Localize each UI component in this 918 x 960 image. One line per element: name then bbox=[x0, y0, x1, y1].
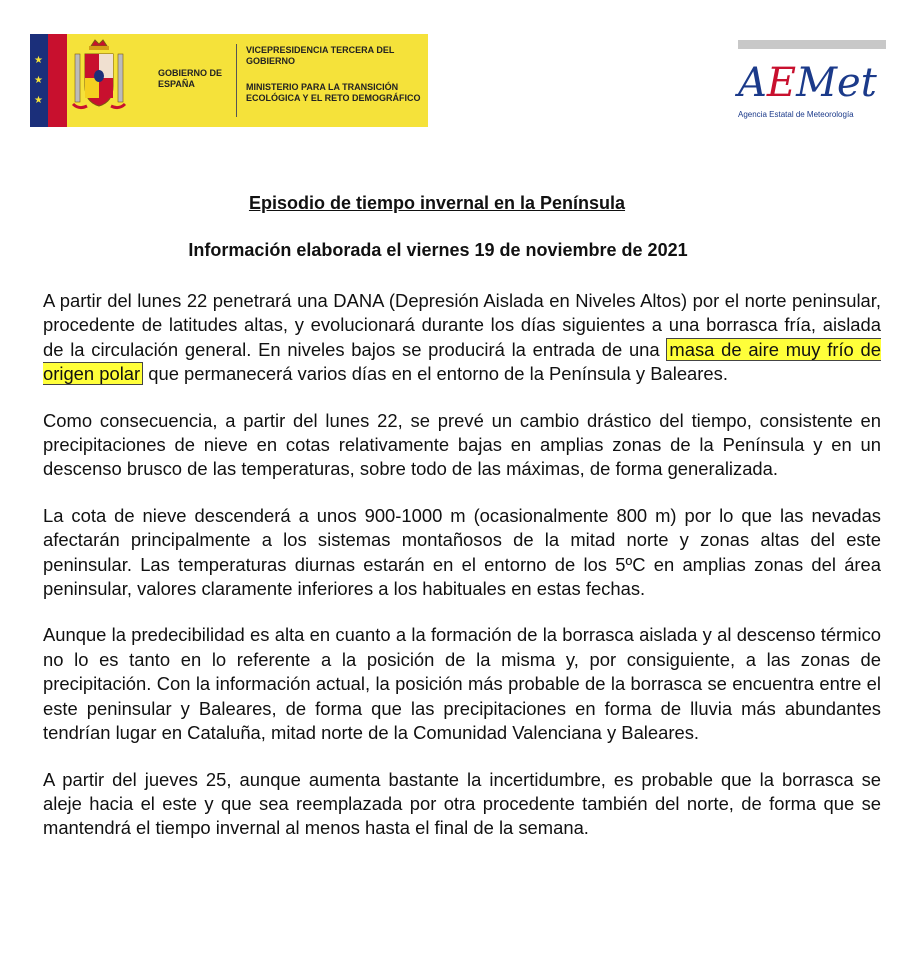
aemet-tagline: Agencia Estatal de Meteorología bbox=[738, 110, 854, 119]
banner-divider bbox=[236, 44, 237, 117]
aemet-logo-word: AEMet bbox=[738, 60, 877, 106]
gobierno-de-espana-label: GOBIERNO DE ESPAÑA bbox=[158, 68, 223, 89]
document-body bbox=[43, 289, 881, 863]
vicepresidencia-label: VICEPRESIDENCIA TERCERA DEL GOBIERNO bbox=[246, 45, 395, 66]
aemet-logo bbox=[738, 60, 878, 124]
paragraph-3: La cota de nieve descenderá a unos 900-1000 m (ocasionalmente 800 m) por lo que las nevadas afectarán principalmente a los sistemas montañosos de la mitad norte y zonas altas del este peninsular. Las temperaturas diurnas estarán en el entorno de los 5ºC en amplias zonas del área peninsular, valores claramente inferiores a los habituales en estas fechas. bbox=[43, 504, 881, 600]
star-icon: ★ bbox=[34, 95, 43, 106]
paragraph-2: Como consecuencia, a partir del lunes 22, se prevé un cambio drástico del tiempo, consistente en precipitaciones de nieve en cotas relativamente bajas en amplias zonas de la Península y en un descenso brusco de las temperaturas, sobre todo de las máximas, de forma generalizada. bbox=[43, 409, 881, 480]
paragraph-4: Aunque la predecibilidad es alta en cuanto a la formación de la borrasca aislada y al descenso térmico no lo es tanto en lo referente a la posición de la misma y, por consiguiente, a las zonas de precipitación. Con la información actual, la posición más probable de la borrasca se encuentra entre el este peninsular y Baleares, de forma que las precipitaciones en forma de lluvia más abundantes tendrían lugar en Cataluña, mitad norte de la Comunidad Valenciana y Baleares. bbox=[43, 624, 881, 744]
paragraph-5: A partir del jueves 25, aunque aumenta bastante la incertidumbre, es probable que la borrasca se aleje hacia el este y que sea reemplazada por otra procedente también del norte, de forma que se mantendrá el tiempo invernal al menos hasta el final de la semana. bbox=[43, 768, 881, 839]
star-icon: ★ bbox=[34, 55, 43, 66]
document-subtitle: Información elaborada el viernes 19 de noviembre de 2021 bbox=[188, 240, 688, 260]
coat-of-arms-icon bbox=[67, 34, 131, 127]
government-banner bbox=[30, 34, 428, 127]
paragraph-1-text-start: A partir del lunes 22 penetrará una DANA (Depresión Aislada en Niveles Altos) por el norte peninsular, procedente de latitudes altas, y evolucionará durante los días siguientes a una borrasca fría, aislada de la circulación general. En niveles bajos se producirá la entrada de una bbox=[43, 290, 881, 360]
aemet-top-bar bbox=[738, 40, 886, 49]
flag-red-strip bbox=[48, 34, 67, 127]
eu-stars-strip bbox=[30, 34, 48, 127]
document-title: Episodio de tiempo invernal en la Península bbox=[248, 193, 626, 213]
highlighted-phrase: masa de aire muy frío de origen polar bbox=[43, 338, 881, 385]
paragraph-1-text-end: que permanecerá varios días en el entorno de la Península y Baleares. bbox=[148, 363, 728, 385]
ministerio-label: MINISTERIO PARA LA TRANSICIÓN ECOLÓGICA Y EL RETO DEMOGRÁFICO bbox=[246, 82, 421, 103]
paragraph-1 bbox=[43, 289, 881, 387]
star-icon: ★ bbox=[34, 75, 43, 86]
